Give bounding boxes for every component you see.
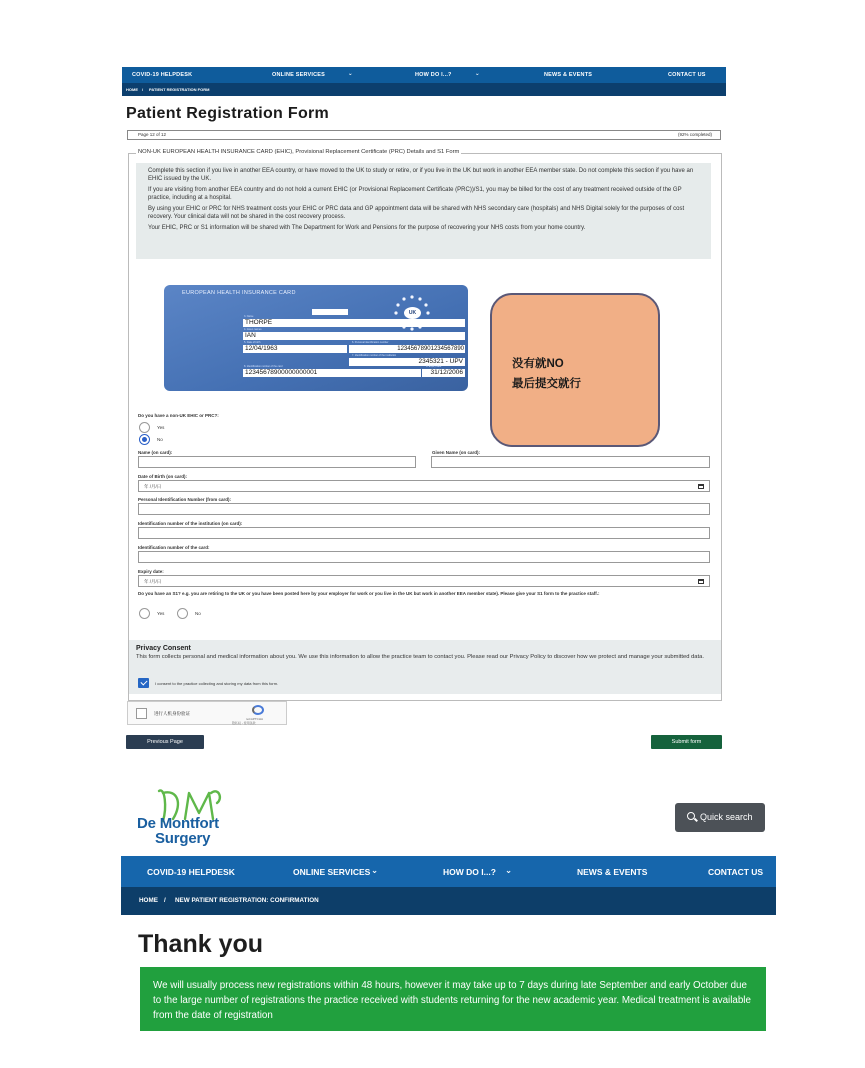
breadcrumb-separator: / [164, 897, 166, 904]
info-paragraph: Your EHIC, PRC or S1 information will be shared with The Department for Work and Pensions for the purpose of recovering your NHS costs from your home country. [148, 225, 586, 231]
ehic-no-radio[interactable] [139, 434, 150, 445]
card-chip-strip [312, 309, 348, 315]
card-label-given: 4. Given names [244, 328, 262, 331]
quick-search-label: Quick search [700, 812, 753, 822]
consent-label: I consent to the practice collecting and storing my data from this form. [155, 681, 279, 686]
breadcrumb-separator: / [142, 87, 144, 92]
card-dob: 12/04/1963 [243, 345, 347, 353]
card-number-label: Identification number of the card: [138, 545, 210, 550]
card-pin: 1234567890123456789​0 [349, 345, 465, 353]
nav-covid-helpdesk[interactable]: COVID-19 HELPDESK [147, 867, 235, 877]
pin-label: Personal Identification Number (from card): [138, 497, 232, 502]
search-icon [687, 812, 695, 820]
ehic-card-image [164, 285, 468, 391]
pin-input[interactable] [138, 503, 710, 515]
recaptcha-links[interactable]: 隐私权 - 使用条款 [232, 721, 256, 725]
expiry-label: Expiry date: [138, 569, 164, 574]
nav-contact-us[interactable]: CONTACT US [668, 72, 706, 78]
ehic-yes-label: Yes [157, 425, 165, 430]
breadcrumb-home[interactable]: HOME [139, 897, 158, 904]
info-paragraph: By using your EHIC or PRC for NHS treatment costs your EHIC or PRC data and GP appointment data will be shared with NHS secondary care (hospitals) and NHS Digital solely for the purposes of cost recovery. Your clinical data will not be shared in the cost recovery process. [148, 206, 685, 220]
chevron-down-icon: ⌄ [348, 71, 353, 77]
card-number-input[interactable] [138, 551, 710, 563]
breadcrumb-current: PATIENT REGISTRATION FORM [149, 87, 210, 92]
privacy-consent-panel [129, 640, 721, 694]
card-label-expiry: 9. Expiry date [426, 365, 442, 368]
nav-online-services[interactable]: ONLINE SERVICES [272, 72, 326, 78]
calendar-icon[interactable] [698, 579, 704, 584]
expiry-placeholder: 年 /月/日 [144, 579, 162, 584]
nav-contact-us[interactable]: CONTACT US [708, 867, 764, 877]
recaptcha-widget [127, 701, 287, 725]
ehic-yes-radio[interactable] [139, 422, 150, 433]
recaptcha-brand: reCAPTCHA [246, 717, 264, 721]
nav-how-do-i[interactable]: HOW DO I...? [443, 867, 496, 877]
page-title: Patient Registration Form [126, 105, 330, 122]
ehic-question: Do you have a non-UK EHIC or PRC?: [138, 413, 219, 418]
s1-yes-radio[interactable] [139, 608, 150, 619]
card-label-pin: 6. Personal identification number [352, 341, 389, 344]
progress-bar [127, 130, 721, 140]
main-nav [122, 67, 726, 83]
main-nav [121, 856, 776, 887]
confirmation-message: We will usually process new registrations within 48 hours, however it may take up to 7 days during late September and early October due to the large number of registrations the practice received with students returning for the new academic year. Medical treatment is available from the date of registration [153, 980, 751, 1021]
card-label-card-no: 8. Identification number of the card [244, 365, 283, 368]
info-box [136, 163, 711, 259]
card-title: EUROPEAN HEALTH INSURANCE CARD [182, 290, 296, 296]
given-name-input[interactable] [431, 456, 710, 468]
expiry-date-input[interactable] [138, 575, 710, 587]
s1-no-radio[interactable] [177, 608, 188, 619]
calendar-icon[interactable] [698, 484, 704, 489]
card-label-dob: 5. Date of birth [244, 341, 261, 344]
s1-yes-label: Yes [157, 611, 165, 616]
breadcrumb-current: NEW PATIENT REGISTRATION: CONFIRMATION [175, 897, 319, 904]
confirmation-message-box [140, 967, 766, 1031]
chevron-down-icon: ⌄ [371, 865, 379, 875]
submit-form-button[interactable]: Submit form [651, 735, 722, 749]
privacy-heading: Privacy Consent [136, 645, 191, 652]
info-paragraph: If you are visiting from another EEA country and do not hold a current EHIC (or Provisional Replacement Certificate (PRC))/S1, you may be billed for the cost of any treatment received outside of the GP practice, including at a hospital. [148, 187, 682, 201]
privacy-text: This form collects personal and medical information about you. We use this information to allow the practice team to contact you. Please read our Privacy Policy to discover how we protect and manage your submitted data. [136, 654, 704, 660]
info-paragraph: Complete this section if you live in another EEA country, or have moved to the UK to study or retire, or if you live in the UK but work in another EEA member state. Do not complete this section if you have an EHIC issued by the UK. [148, 168, 694, 182]
dob-date-input[interactable] [138, 480, 710, 492]
logo-text-line-1: De Montfort [137, 815, 219, 832]
institution-label: Identification number of the institution (on card): [138, 521, 243, 526]
breadcrumb-home[interactable]: HOME [126, 87, 138, 92]
nav-online-services[interactable]: ONLINE SERVICES [293, 867, 371, 877]
dob-placeholder: 年 /月/日 [144, 484, 162, 489]
annotation-line-1: 没有就NO [512, 358, 564, 370]
name-label: Name (on card): [138, 450, 173, 455]
recaptcha-checkbox[interactable] [136, 708, 147, 719]
nav-covid-helpdesk[interactable]: COVID-19 HELPDESK [132, 72, 193, 78]
progress-percent: (92% completed) [677, 132, 712, 137]
quick-search-button[interactable] [675, 803, 765, 832]
card-expiry: 31/12/2006 [422, 369, 465, 377]
breadcrumb [121, 887, 776, 915]
nav-how-do-i[interactable]: HOW DO I...? [415, 72, 452, 78]
breadcrumb [122, 83, 726, 96]
s1-no-label: No [195, 611, 201, 616]
given-name-label: Given Name (on card): [432, 450, 481, 455]
nav-news-events[interactable]: NEWS & EVENTS [544, 72, 593, 78]
previous-page-button[interactable]: Previous Page [126, 735, 204, 749]
card-surname: THORPE [243, 319, 465, 327]
chevron-down-icon: ⌄ [505, 865, 513, 875]
progress-page: Page 12 of 12 [138, 132, 167, 137]
institution-input[interactable] [138, 527, 710, 539]
recaptcha-logo-icon [252, 705, 264, 715]
page-title: Thank you [138, 930, 264, 958]
ehic-no-label: No [157, 437, 163, 442]
annotation-line-2: 最后提交就行 [512, 378, 581, 390]
card-institution: 2345321 - UPV [349, 358, 465, 366]
nav-news-events[interactable]: NEWS & EVENTS [577, 867, 648, 877]
name-input[interactable] [138, 456, 416, 468]
card-number: 12345678900000000001 [243, 369, 421, 377]
recaptcha-label: 进行人机身份验证 [154, 711, 190, 716]
card-given: IAN [243, 332, 465, 340]
consent-checkbox[interactable] [138, 678, 149, 688]
annotation-note [490, 293, 660, 447]
dob-label: Date of Birth (on card): [138, 474, 187, 479]
card-label-inst: 7. Identification number of the institution [352, 354, 397, 357]
card-country: UK [404, 307, 421, 319]
registration-form-screenshot [122, 67, 726, 757]
section-legend: NON-UK EUROPEAN HEALTH INSURANCE CARD (EHIC), Provisional Replacement Certificate (PRC) Details and S1 Form [138, 149, 460, 155]
chevron-down-icon: ⌄ [475, 71, 480, 77]
logo-text-line-2: Surgery [155, 830, 211, 847]
s1-question: Do you have an S1? e.g. you are retiring to the UK or you have been posted here by your employer for work or you live in the UK but work in another EEA member state). Please give your S1 form to the practice staff.: [138, 591, 600, 596]
card-label-surname: 3. Name [244, 315, 254, 318]
